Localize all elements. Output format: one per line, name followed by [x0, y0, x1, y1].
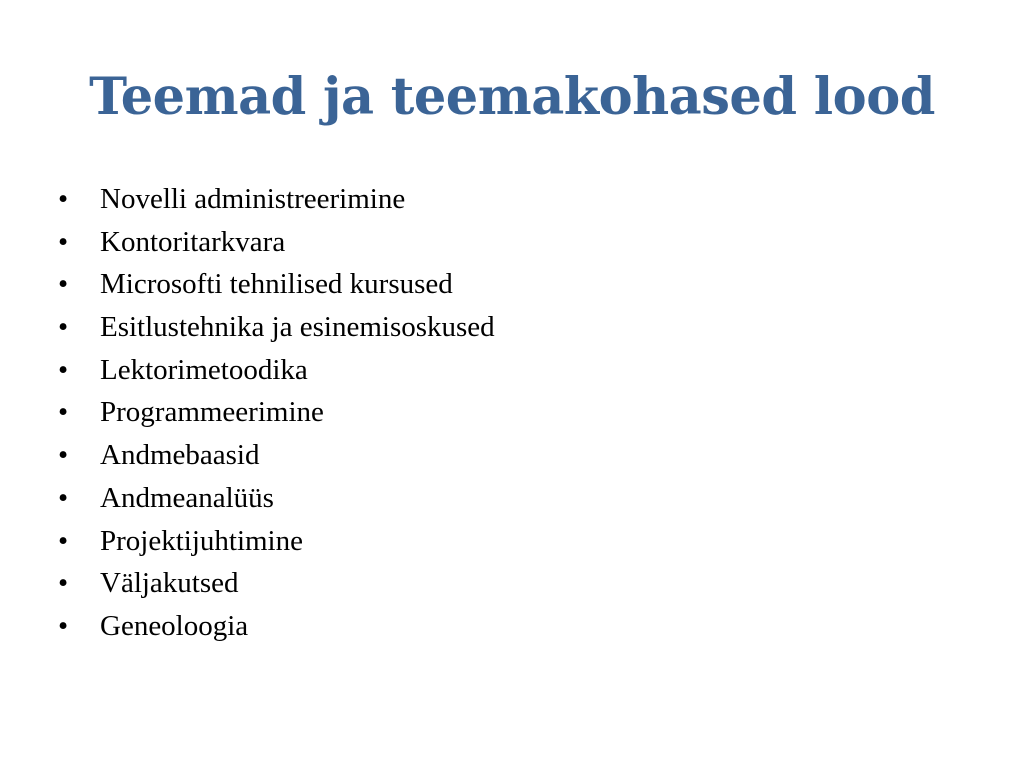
- list-item: [58, 391, 958, 434]
- list-item: [58, 306, 958, 349]
- bullet-icon: •: [58, 439, 69, 472]
- list-item-label: Programmeerimine: [100, 396, 324, 429]
- bullet-icon: •: [58, 609, 69, 642]
- list-item-label: Esitlustehnika ja esinemisoskused: [100, 311, 495, 344]
- list-item: [58, 178, 958, 221]
- list-item-label: Microsofti tehnilised kursused: [100, 268, 453, 301]
- list-item-label: Andmebaasid: [100, 439, 260, 472]
- list-item-label: Projektijuhtimine: [100, 524, 303, 557]
- list-item: [58, 221, 958, 264]
- bullet-icon: •: [58, 183, 69, 215]
- list-item: [58, 349, 958, 392]
- bullet-icon: •: [58, 353, 69, 386]
- bullet-icon: •: [58, 567, 69, 600]
- bullet-icon: •: [58, 481, 69, 514]
- list-item-label: Väljakutsed: [100, 567, 239, 600]
- list-item: [58, 434, 958, 477]
- list-item: [58, 562, 958, 605]
- list-item: [58, 263, 958, 306]
- list-item-label: Novelli administreerimine: [100, 183, 406, 215]
- list-item: [58, 477, 958, 520]
- bullet-icon: •: [58, 524, 69, 557]
- bullet-icon: •: [58, 396, 69, 429]
- list-item-label: Kontoritarkvara: [100, 225, 286, 258]
- list-item-label: Lektorimetoodika: [100, 353, 308, 386]
- bullet-icon: •: [58, 225, 69, 258]
- bullet-icon: •: [58, 311, 69, 344]
- list-item: [58, 520, 958, 563]
- list-item: [58, 605, 958, 648]
- bullet-list: [58, 178, 958, 648]
- bullet-icon: •: [58, 268, 69, 301]
- list-item-label: Geneoloogia: [100, 609, 249, 642]
- slide-title: Teemad ja teemakohased lood: [89, 67, 935, 127]
- list-item-label: Andmeanalüüs: [100, 481, 274, 514]
